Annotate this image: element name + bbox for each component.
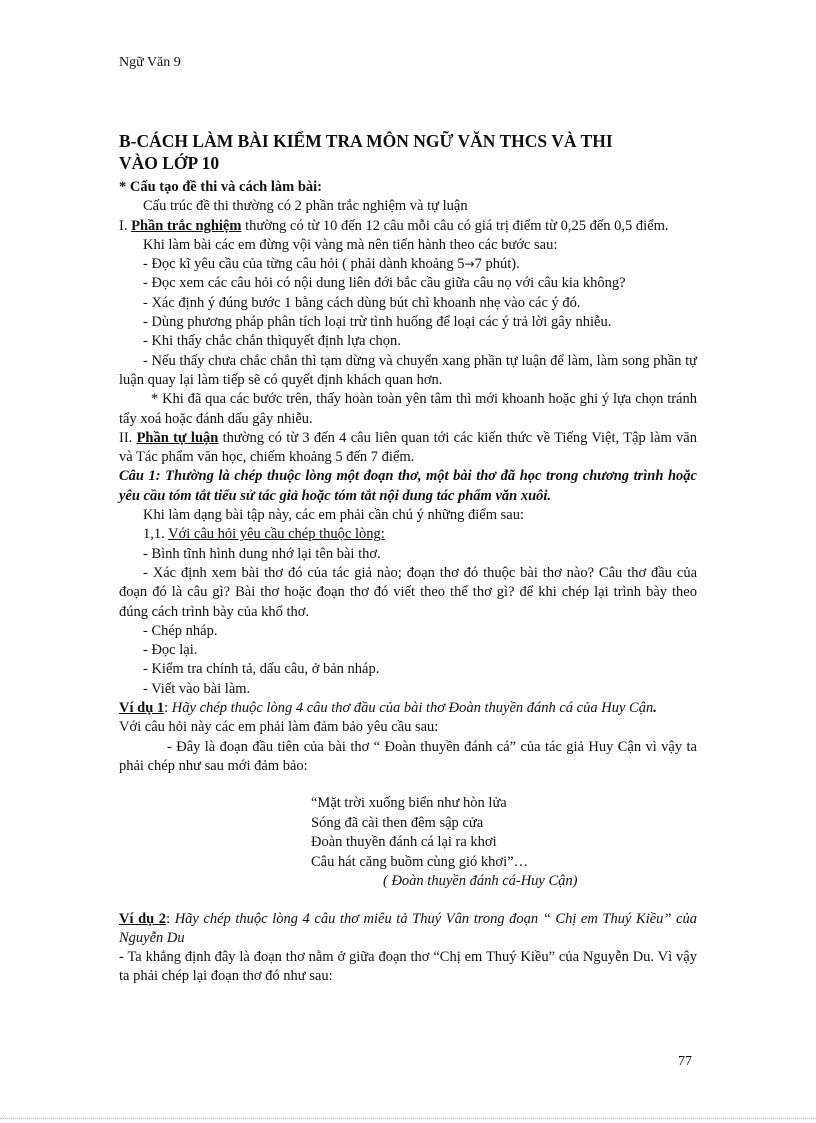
page-bottom-divider: [0, 1118, 816, 1119]
part1-step6: - Nếu thấy chưa chắc chắn thì tạm dừng và chuyển xang phần tự luận để làm, làm song phần tự luận quay lại làm tiếp sẽ có quyết định khách quan hơn.: [119, 352, 697, 388]
part1-step3: - Xác định ý đúng bước 1 bằng cách dùng bút chì khoanh nhẹ vào các ý đó.: [143, 294, 581, 311]
section-title-line2: VÀO LỚP 10: [119, 153, 220, 173]
example1-label: Ví dụ 1: [119, 700, 165, 717]
part1-prefix: I.: [119, 217, 132, 234]
question1-sub: [119, 525, 697, 544]
section-title: [119, 130, 697, 174]
part1-step2: - Đọc xem các câu hỏi có nội dung liên đới bắc cầu giữa câu nọ với câu kia không?: [143, 275, 626, 292]
part1-step4: - Dùng phương pháp phân tích loại trừ tình huống để loại các ý trả lời gây nhiễu.: [143, 314, 612, 331]
structure-intro: Cấu trúc đề thi thường có 2 phần trắc nghiệm và tự luận: [143, 198, 468, 215]
example2-explain: - Ta khẳng định đây là đoạn thơ nằm ở giữa đoạn thơ “Chị em Thuý Kiều” của Nguyễn Du. Vì vậy ta phải chép lại đoạn thơ đó như sau:: [119, 949, 697, 985]
example1-dot: .: [653, 700, 657, 717]
example2-label: Ví dụ 2: [119, 910, 167, 927]
part2-label: Phần tự luận: [136, 429, 219, 446]
part1-step5: - Khi thấy chắc chắn thìquyết định lựa chọn.: [143, 333, 401, 350]
example2-prompt: Hãy chép thuộc lòng 4 câu thơ miêu tả Thuý Vân trong đoạn “ Chị em Thuý Kiều” của Nguyễn Du: [119, 910, 697, 946]
part2-paragraph: [119, 429, 697, 468]
part1-label: Phần trắc nghiệm: [131, 217, 242, 234]
main-content: [119, 130, 697, 987]
example1-lead: Với câu hỏi này các em phải làm đảm bảo yêu cầu sau:: [119, 719, 439, 736]
poem-line: Câu hát căng buồm cùng gió khơi”…: [311, 853, 529, 870]
arrow-right-icon: →: [464, 257, 475, 272]
question1-sub-label: Với câu hỏi yêu cầu chép thuộc lòng:: [168, 526, 385, 543]
poem-line: Đoàn thuyền đánh cá lại ra khơi: [311, 834, 497, 851]
part1-paragraph: [119, 217, 697, 236]
example1-explain: - Đây là đoạn đầu tiên của bài thơ “ Đoàn thuyền đánh cá” của tác giả Huy Cận vì vậy ta phải chép như sau mới đảm bảo:: [119, 738, 697, 774]
running-header: Ngữ Văn 9: [119, 55, 181, 70]
question1-lead: Khi làm dạng bài tập này, các em phải cần chú ý những điểm sau:: [143, 507, 524, 524]
example1-poem-source: ( Đoàn thuyền đánh cá-Huy Cận): [383, 873, 578, 890]
question1-step2: - Xác định xem bài thơ đó của tác giả nào; đoạn thơ đó thuộc bài thơ nào? Câu thơ đầu của đoạn đó là câu gì? Bài thơ hoặc đoạn thơ đó viết theo thể thơ gì? để khi chép lại trình bày theo đúng cách trình bày của khổ thơ.: [119, 564, 697, 620]
question1-step3: - Chép nháp.: [143, 622, 218, 639]
part1-lead: Khi làm bài các em đừng vội vàng mà nên tiến hành theo các bước sau:: [143, 236, 558, 253]
section-title-line1: B-CÁCH LÀM BÀI KIỂM TRA MÔN NGỮ VĂN THCS VÀ THI: [119, 131, 613, 151]
part1-note: * Khi đã qua các bước trên, thấy hoàn toàn yên tâm thì mới khoanh hoặc ghi ý lựa chọn tránh tẩy xoá hoặc đánh dấu gây nhiễu.: [119, 391, 697, 427]
question1-step4: - Đọc lại.: [143, 642, 198, 659]
example1-prompt: Hãy chép thuộc lòng 4 câu thơ đầu của bài thơ Đoàn thuyền đánh cá của Huy Cận: [171, 700, 654, 717]
part1-text: thường có từ 10 đến 12 câu mỗi câu có giá trị điểm từ 0,25 đến 0,5 điểm.: [241, 217, 669, 234]
example1-colon: :: [164, 700, 172, 717]
example2-colon: :: [166, 910, 175, 927]
part2-prefix: II.: [119, 429, 137, 446]
structure-heading: * Cấu tạo đề thi và cách làm bài:: [119, 179, 322, 195]
part1-step1-tail: 7 phút).: [474, 256, 520, 273]
poem-line: Sóng đã cài then đêm sập cửa: [311, 814, 484, 831]
part1-step1-text: - Đọc kĩ yêu cầu của từng câu hỏi ( phải dành khoảng 5: [143, 256, 465, 273]
part1-step1: [119, 255, 697, 274]
example1-poem: [119, 794, 697, 872]
question1-step1: - Bình tĩnh hình dung nhớ lại tên bài thơ.: [143, 545, 381, 562]
question1-step5: - Kiểm tra chính tả, dấu câu, ở bản nháp.: [143, 661, 380, 678]
question1-sub-prefix: 1,1.: [143, 526, 169, 543]
question1-heading: Câu 1: Thường là chép thuộc lòng một đoạn thơ, một bài thơ đã học trong chương trình hoặc yêu cầu tóm tắt tiểu sử tác giả hoặc tóm tắt nội dung tác phẩm văn xuôi.: [119, 468, 697, 504]
example1-prompt-paragraph: [119, 699, 697, 718]
part2-text: thường có từ 3 đến 4 câu liên quan tới các kiến thức về Tiếng Việt, Tập làm văn và Tác phẩm văn học, chiếm khoảng 5 đến 7 điểm.: [119, 429, 697, 466]
poem-line: “Mặt trời xuống biển như hòn lửa: [311, 795, 507, 812]
example2-prompt-paragraph: [119, 910, 697, 949]
question1-step6: - Viết vào bài làm.: [143, 680, 251, 697]
page-number: 77: [678, 1054, 692, 1069]
